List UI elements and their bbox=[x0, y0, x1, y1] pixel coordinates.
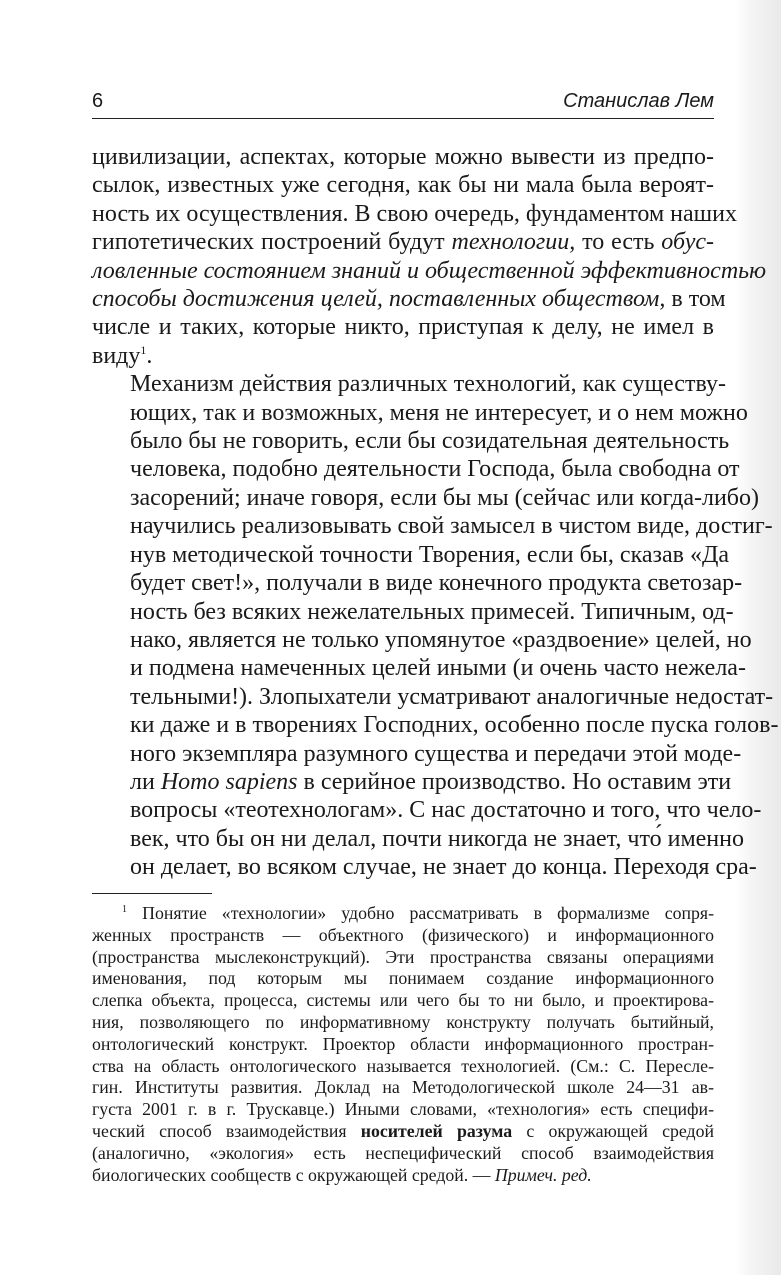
footnote-line: (пространства мыслеконструкций). Эти пространства связаны операциями bbox=[92, 946, 714, 967]
text-line: он делает, во всяком случае, не знает до конца. Переходя сра- bbox=[130, 854, 757, 881]
footnote-line bbox=[92, 1121, 714, 1143]
page-header bbox=[92, 88, 714, 119]
text-run: в серийное производство. Но оставим эти bbox=[297, 768, 732, 795]
text-line bbox=[92, 285, 726, 313]
text-line: Механизм действия различных технологий, как существу- bbox=[130, 371, 726, 398]
text-run: ли bbox=[130, 768, 161, 795]
text-line: засорений; иначе говоря, если бы мы (сейчас или когда-либо) bbox=[130, 484, 760, 511]
text-line: ки даже и в творениях Господних, особенно после пуска голов- bbox=[130, 712, 779, 739]
text-line bbox=[92, 768, 732, 796]
running-head-author: Станислав Лем bbox=[563, 90, 714, 112]
text-run: гипотетических построений будут bbox=[92, 229, 452, 256]
footnote-line: гин. Институты развития. Доклад на Методологической школе 24—31 ав- bbox=[92, 1077, 714, 1098]
footnote-line bbox=[92, 1165, 714, 1187]
footnote-line: ния, позволяющего по информативному конструкту получать бытийный, bbox=[92, 1011, 714, 1032]
bold-term: носителей разума bbox=[360, 1120, 513, 1141]
footnote-line: слепка объекта, процесса, системы или чего бы то ни было, и проектирова- bbox=[92, 990, 714, 1011]
italic-homo-sapiens: Homo sapiens bbox=[160, 768, 298, 795]
text-line bbox=[92, 342, 714, 370]
footnote-line bbox=[92, 903, 714, 925]
text-run: с окружающей средой bbox=[512, 1120, 715, 1141]
text-line: ность их осуществления. В свою очередь, фундаментом наших bbox=[92, 200, 737, 227]
text-line: человека, подобно деятельности Господа, была свободна от bbox=[130, 456, 740, 483]
text-line: век, что бы он ни делал, почти никогда не знает, что́ именно bbox=[130, 825, 744, 852]
text-line: научились реализовывать свой замысел в чистом виде, достиг- bbox=[130, 513, 773, 540]
text-run: биологических сообществ с окружающей средой. — bbox=[92, 1164, 495, 1185]
footnote-line: онтологический конструкт. Проектор области информационного простран- bbox=[92, 1033, 714, 1054]
footnote-line: ства на область онтологического называется технологией. (См.: С. Пересле- bbox=[92, 1055, 714, 1076]
text-line bbox=[92, 257, 767, 285]
footnote-divider bbox=[92, 893, 212, 894]
italic-definition: ловленные состоянием знаний и общественной эффективностью bbox=[92, 257, 767, 284]
footnote-line: (аналогично, «экология» есть неспецифический способ взаимодействия bbox=[92, 1142, 714, 1163]
footnote-line: женных пространств — объектного (физического) и информационного bbox=[92, 924, 714, 945]
paragraph-1 bbox=[92, 143, 767, 370]
italic-term-technologies: технологии, bbox=[451, 229, 576, 256]
text-run: Понятие «технологии» удобно рассматривать в формализме сопря- bbox=[142, 903, 715, 923]
text-line: будет свет!», получали в виде конечного продукта светозар- bbox=[130, 570, 743, 597]
main-text bbox=[92, 143, 779, 882]
italic-definition: способы достижения целей, поставленных обществом, bbox=[92, 286, 666, 313]
text-line: цивилизации, аспектах, которые можно вывести из предпо- bbox=[92, 144, 714, 170]
editor-note: Примеч. ред. bbox=[494, 1164, 592, 1185]
text-run: то есть bbox=[575, 229, 662, 256]
text-line: нув методической точности Творения, если бы, сказав «Да bbox=[130, 541, 730, 568]
text-line: ность без всяких нежелательных примесей. Типичным, од- bbox=[130, 598, 734, 625]
footnote-line: именования, под которым мы понимаем создание информационного bbox=[92, 968, 714, 989]
text-run: ческий способ взаимодействия bbox=[92, 1120, 361, 1141]
footnote bbox=[92, 903, 714, 1186]
text-run: в том bbox=[665, 286, 726, 313]
text-line: тельными!). Злопыхатели усматривают аналогичные недостат- bbox=[130, 683, 774, 710]
text-run: виду bbox=[92, 342, 141, 369]
text-line: числе и таких, которые никто, приступая к делу, не имел в bbox=[92, 314, 714, 341]
text-line: ющих, так и возможных, меня не интересует, и о нем можно bbox=[130, 399, 748, 426]
text-run: . bbox=[146, 342, 153, 369]
text-line: нако, является не только упомянутое «раздвоение» целей, но bbox=[130, 626, 752, 653]
italic-definition: обус- bbox=[661, 229, 714, 256]
text-line: и подмена намеченных целей иными (и очень часто нежела- bbox=[130, 655, 746, 682]
text-line bbox=[92, 228, 714, 256]
text-line: вопросы «теотехнологам». С нас достаточно и того, что чело- bbox=[130, 797, 762, 824]
footnote-line: густа 2001 г. в г. Трускавце.) Иными словами, «технология» есть специфи- bbox=[92, 1099, 714, 1120]
footnote-reference[interactable]: 1 bbox=[140, 342, 147, 357]
text-line: ного экземпляра разумного существа и передачи этой моде- bbox=[130, 740, 742, 767]
page-number: 6 bbox=[92, 90, 104, 112]
footnote-marker: 1 bbox=[122, 904, 127, 916]
text-line: было бы не говорить, если бы созидательная деятельность bbox=[130, 428, 730, 455]
paragraph-2 bbox=[92, 370, 779, 881]
text-line: сылок, известных уже сегодня, как бы ни мала была вероят- bbox=[92, 172, 714, 199]
